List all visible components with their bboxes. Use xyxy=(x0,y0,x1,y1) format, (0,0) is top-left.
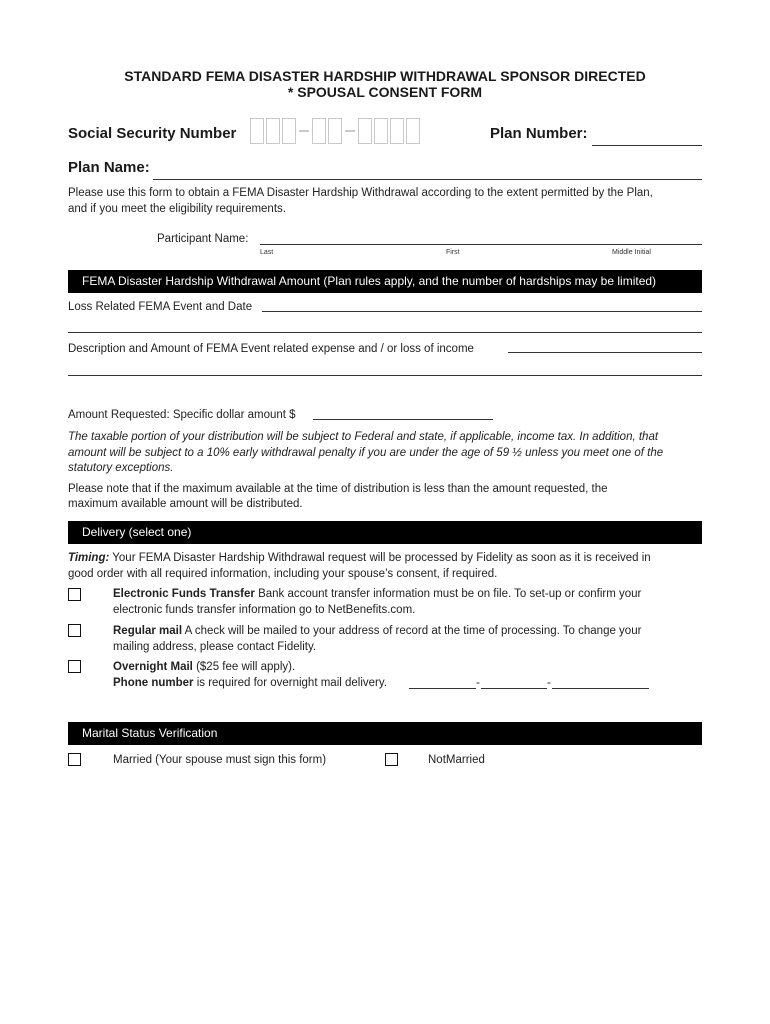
intro-line-2: and if you meet the eligibility requirements. xyxy=(68,203,286,215)
description-field[interactable] xyxy=(508,352,702,353)
eft-line-1 xyxy=(113,587,641,603)
timing-label: Timing: xyxy=(68,552,110,564)
regular-mail-text-1: A check will be mailed to your address of record at the time of processing. To change your xyxy=(182,625,642,637)
loss-event-label: Loss Related FEMA Event and Date xyxy=(68,301,253,313)
overnight-mail-fee: ($25 fee will apply). xyxy=(192,661,296,673)
regular-mail-line-1 xyxy=(113,624,641,640)
not-married-label: NotMarried xyxy=(428,754,485,766)
overnight-mail-title: Overnight Mail xyxy=(113,661,193,673)
eft-checkbox[interactable] xyxy=(68,588,81,601)
description-field-line-2[interactable] xyxy=(68,375,702,376)
not-married-checkbox[interactable] xyxy=(385,753,398,766)
phone-dash-1: - xyxy=(476,677,480,689)
regular-mail-title: Regular mail xyxy=(113,625,183,637)
eft-line-2: electronic funds transfer information go to NetBenefits.com. xyxy=(113,604,416,616)
plan-number-label: Plan Number: xyxy=(490,125,588,142)
max-note-line-2: maximum available amount will be distributed. xyxy=(68,498,303,510)
plan-number-field[interactable] xyxy=(592,145,702,146)
phone-dash-2: - xyxy=(547,677,551,689)
form-title-line-1: STANDARD FEMA DISASTER HARDSHIP WITHDRAWAL SPONSOR DIRECTED xyxy=(124,68,646,84)
amount-requested-label: Amount Requested: Specific dollar amount $ xyxy=(68,409,296,421)
ssn-input[interactable] xyxy=(250,118,422,144)
phone-line-number-field[interactable] xyxy=(552,688,649,689)
married-label: Married (Your spouse must sign this form) xyxy=(113,754,327,766)
form-title-line-2: * SPOUSAL CONSENT FORM xyxy=(287,84,483,100)
plan-name-field[interactable] xyxy=(153,179,702,180)
participant-last-caption: Last xyxy=(260,249,274,256)
phone-prefix-field[interactable] xyxy=(481,688,547,689)
married-checkbox[interactable] xyxy=(68,753,81,766)
intro-line-1: Please use this form to obtain a FEMA Disaster Hardship Withdrawal according to the extent permitted by the Plan, xyxy=(68,187,653,199)
phone-number-line xyxy=(113,676,387,692)
eft-text-1: Bank account transfer information must be on file. To set-up or confirm your xyxy=(254,588,642,600)
participant-name-label: Participant Name: xyxy=(157,233,249,245)
timing-line-2: good order with all required information, including your spouse’s consent, if required. xyxy=(68,568,498,580)
loss-event-field-line-2[interactable] xyxy=(68,332,702,333)
overnight-mail-line xyxy=(113,660,295,676)
ssn-label: Social Security Number xyxy=(68,125,237,142)
regular-mail-checkbox[interactable] xyxy=(68,624,81,637)
max-note-line-1: Please note that if the maximum available at the time of distribution is less than the amount requested, the xyxy=(68,483,608,495)
plan-name-label: Plan Name: xyxy=(68,159,150,176)
marital-section-header: Marital Status Verification xyxy=(68,722,702,745)
tax-note-line-1: The taxable portion of your distribution will be subject to Federal and state, if applicable, income tax. In addition, that xyxy=(68,431,659,443)
overnight-mail-checkbox[interactable] xyxy=(68,660,81,673)
delivery-section-header: Delivery (select one) xyxy=(68,521,702,544)
participant-name-field[interactable] xyxy=(260,244,702,245)
phone-number-title: Phone number xyxy=(113,677,194,689)
participant-first-caption: First xyxy=(446,249,460,256)
participant-middle-caption: Middle Initial xyxy=(612,249,651,256)
amount-section-header: FEMA Disaster Hardship Withdrawal Amount (Plan rules apply, and the number of hardships may be limited) xyxy=(68,270,702,293)
description-label: Description and Amount of FEMA Event related expense and / or loss of income xyxy=(68,343,474,355)
timing-text-1: Your FEMA Disaster Hardship Withdrawal request will be processed by Fidelity as soon as it is received in xyxy=(109,552,651,564)
timing-line-1 xyxy=(68,551,651,567)
regular-mail-line-2: mailing address, please contact Fidelity. xyxy=(113,641,317,653)
tax-note-line-2: amount will be subject to a 10% early withdrawal penalty if you are under the age of 59 ½ unless you meet one of the xyxy=(68,447,664,459)
phone-number-text: is required for overnight mail delivery. xyxy=(193,677,387,689)
loss-event-field[interactable] xyxy=(262,311,702,312)
eft-title: Electronic Funds Transfer xyxy=(113,588,255,600)
amount-requested-field[interactable] xyxy=(313,419,493,420)
phone-area-code-field[interactable] xyxy=(409,688,476,689)
tax-note-line-3: statutory exceptions. xyxy=(68,462,174,474)
